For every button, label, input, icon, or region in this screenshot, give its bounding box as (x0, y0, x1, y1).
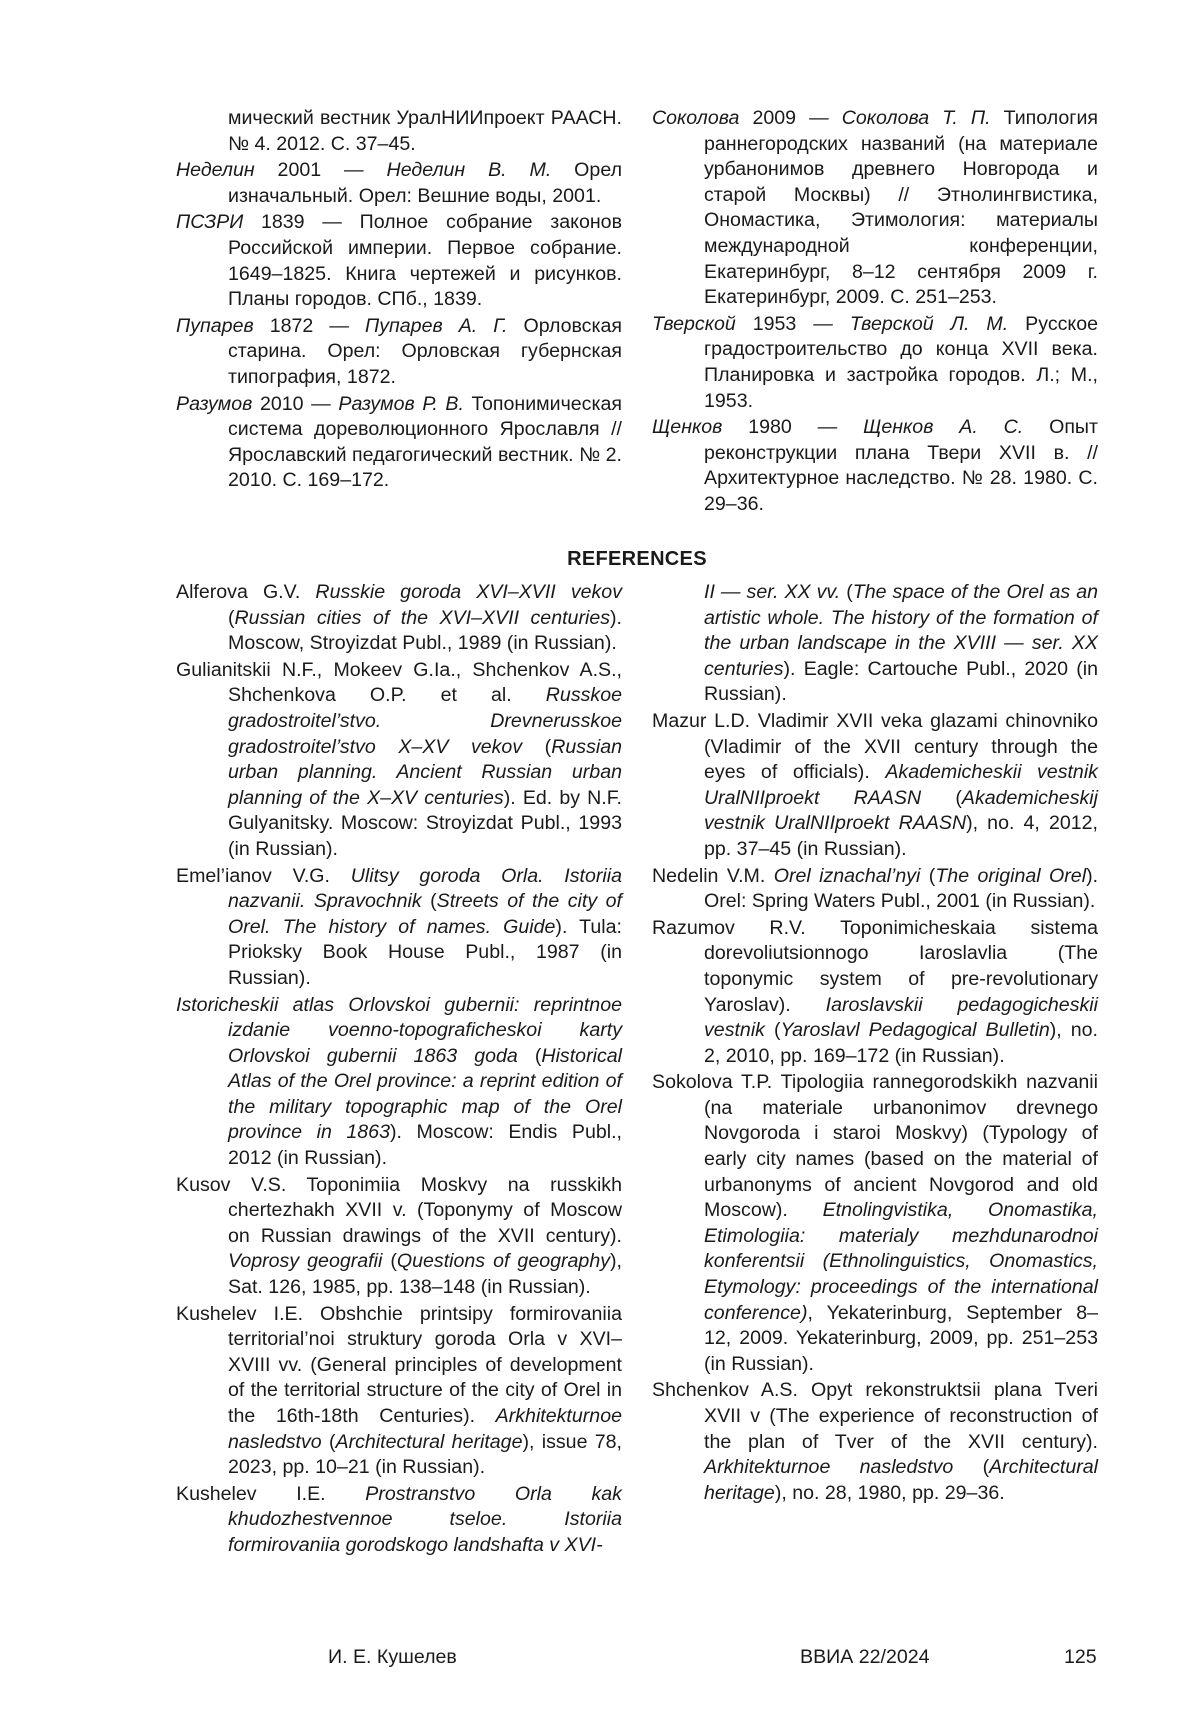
entry-title-italic: Arkhitekturnoe nasledstvo (228, 1405, 622, 1453)
entry-text: ( (764, 1019, 781, 1042)
entry-title-italic: Соколова (652, 107, 740, 129)
entry-text: ( (382, 1250, 397, 1273)
bibliography-entry (176, 106, 622, 157)
entry-title-italic: ПСЗРИ (176, 211, 244, 234)
entry-text: ), no. 28, 1980, pp. 29–36. (774, 1481, 1005, 1504)
entry-text: Kushelev I.E. Obshchie printsipy formirovaniia territorial’noi struktury goroda Orla v XVI–XVIII vv. (General principles of development of the territorial structure of the city of Orel in the 16th-18th Centuries). (176, 1302, 622, 1427)
entry-text: Опыт реконструкции плана Твери XVII в. // Архитектурное наследство. № 28. 1980. С. 29–36. (704, 416, 1098, 515)
entry-title-italic: Voprosy geografii (228, 1250, 383, 1273)
entry-text: Emel’ianov V.G. (176, 864, 351, 887)
references-heading: REFERENCES (567, 548, 707, 570)
entry-title-italic: Russkie goroda XVI–XVII vekov (315, 581, 623, 603)
entry-title-italic: Streets of the city of Orel. The history of names. Guide (228, 890, 622, 938)
entry-title-italic: Iaroslavskii pedagogicheskii vestnik (704, 993, 1098, 1042)
bibliography-entry (652, 312, 1098, 414)
footer-journal: ВВИА 22/2024 (800, 1646, 930, 1668)
bibliography-entry (176, 210, 622, 312)
entry-title-italic: Russian cities of the XVI–XVII centuries (234, 606, 611, 629)
entry-text: ). Tula: Prioksky Book House Publ., 1987 (in Russian). (228, 915, 622, 989)
bibliography-entry (652, 415, 1098, 517)
entry-text: ( (522, 735, 552, 758)
entry-text: Gulianitskii N.F., Mokeev G.Ia., Shchenkov A.S., Shchenkova O.P. et al. (176, 658, 622, 707)
entry-title-italic: Questions of geography (396, 1250, 611, 1273)
entry-text: 2001 — (254, 159, 387, 182)
bibliography-entry (652, 864, 1098, 915)
entry-title-italic: Yaroslavl Pedagogical Bulletin (780, 1019, 1050, 1042)
entry-text: Kusov V.S. Toponimiia Moskvy na russkikh chertezhakh XVII v. (Toponymy of Moscow on Russian drawings of the XVII century). (176, 1173, 622, 1247)
entry-text: ( (953, 1456, 990, 1479)
entry-text: ( (921, 786, 962, 809)
entry-title-italic: Istoricheskii atlas Orlovskoi gubernii: reprintnoe izdanie voenno-topograficheskoi karty Orlovskoi gubernii 1863 goda (176, 993, 622, 1067)
entry-title-italic: Ulitsy goroda Orla. Istoriia nazvanii. Spravochnik (228, 864, 623, 913)
entry-title-italic: The original Orel (935, 864, 1087, 887)
entry-text: Nedelin V.M. (652, 864, 774, 887)
bibliography-column-right (652, 106, 1098, 519)
page-number: 125 (1064, 1646, 1097, 1668)
entry-text: ). Moscow, Stroyizdat Publ., 1989 (in Russian). (228, 606, 622, 655)
entry-title-italic: Russian urban planning. Ancient Russian urban planning of the X–XV centuries (228, 735, 623, 809)
entry-text: Sokolova T.P. Tipologiia rannegorodskikh nazvanii (na materiale urbanonimov drevnego Novgoroda i staroi Moskvy) (Typology of early city names (based on the material of urbanonyms of ancient Novgorod and old Moscow). (652, 1071, 1098, 1222)
entry-text: , Yekaterinburg, September 8–12, 2009. Yekaterinburg, 2009, pp. 251–253 (in Russian). (704, 1301, 1098, 1375)
bibliography-entry (176, 392, 622, 494)
entry-text: Razumov R.V. Toponimicheskaia sistema dorevoliutsionnogo Iaroslavlia (The toponymic system of pre-revolutionary Yaroslav). (652, 916, 1098, 1016)
entry-text: Типология раннегородских названий (на материале урбанонимов древнего Новгорода и старой Москвы) // Этнолингвистика, Ономастика, Этимология: материалы международной конференции, Екатеринбург, 8–12 сентября 2009 г. Екатеринбург, 2009. С. 251–253. (704, 107, 1099, 309)
bibliography-entry (176, 1302, 622, 1481)
entry-text: 1839 — Полное собрание законов Российской империи. Первое собрание. 1649–1825. Книга чертежей и рисунков. Планы городов. СПб., 1839. (228, 211, 622, 311)
entry-text: Kushelev I.E. (176, 1482, 366, 1505)
entry-title-italic: Неделин (176, 159, 255, 182)
entry-text: ( (321, 1430, 336, 1453)
bibliography-entry (176, 580, 622, 657)
entry-text: ). Orel: Spring Waters Publ., 2001 (in Russian). (704, 864, 1099, 913)
entry-text: ), Sat. 126, 1985, pp. 138–148 (in Russian). (228, 1250, 622, 1299)
entry-text: 1872 — (253, 314, 365, 337)
references-column-left (176, 580, 622, 1560)
entry-title-italic: Пупарев (176, 314, 254, 337)
entry-text: 2010 — (252, 392, 339, 415)
footer-author: И. Е. Кушелев (328, 1646, 457, 1668)
entry-title-italic: Тверской Л. М. (849, 312, 1009, 335)
entry-title-italic: Akademicheskii vestnik UralNIIproekt RAASN (704, 761, 1098, 809)
entry-text: 2009 — (739, 107, 842, 129)
entry-title-italic: Неделин В. М. (386, 159, 552, 182)
entry-title-italic: Разумов (176, 392, 253, 415)
entry-text: Орловская старина. Орел: Орловская губернская типография, 1872. (228, 314, 622, 388)
bibliography-entry (176, 864, 622, 992)
entry-title-italic: Prostranstvo Orla kak khudozhestvennoe tseloe. Istoriia formirovaniia gorodskogo landshafta v XVI- (228, 1482, 622, 1556)
entry-title-italic: Akademicheskij vestnik UralNIIproekt RAASN (704, 786, 1098, 835)
entry-text: ( (517, 1044, 542, 1067)
entry-text: ( (840, 581, 853, 603)
bibliography-entry (652, 1378, 1098, 1506)
entry-title-italic: The space of the Orel as an artistic whole. The history of the formation of the urban landscape in the XVIII — ser. XX centuries (704, 581, 1099, 680)
entry-title-italic: Orel iznachal’nyi (773, 864, 921, 887)
entry-text: Mazur L.D. Vladimir XVII veka glazami chinovniko (Vladimir of the XVII century through the eyes of officials). (652, 709, 1098, 784)
entry-title-italic: II — ser. XX vv. (704, 581, 841, 603)
entry-title-italic: Historical Atlas of the Orel province: a reprint edition of the military topographic map of the Orel province in 1863 (228, 1044, 622, 1144)
entry-text: ( (920, 864, 936, 887)
bibliography-entry (176, 158, 622, 209)
references-column-right (652, 580, 1098, 1507)
entry-title-italic: Architectural heritage (704, 1456, 1099, 1504)
entry-text: ), no. 2, 2010, pp. 169–172 (in Russian). (704, 1019, 1098, 1067)
entry-title-italic: Architectural heritage (335, 1430, 523, 1453)
bibliography-entry (652, 916, 1098, 1070)
entry-text: Shchenkov A.S. Opyt rekonstruktsii plana Tveri XVII v (The experience of reconstruction of the plan of Tver of the XVII century). (652, 1379, 1098, 1453)
bibliography-entry (176, 1173, 622, 1301)
entry-text: Топонимическая система дореволюционного Ярославля // Ярославский педагогический вестник. № 2. 2010. С. 169–172. (228, 392, 622, 492)
bibliography-entry (652, 709, 1098, 863)
bibliography-entry (176, 993, 622, 1172)
bibliography-entry (652, 1070, 1098, 1377)
entry-text: ), issue 78, 2023, pp. 10–21 (in Russian). (228, 1430, 622, 1479)
entry-title-italic: Russkoe gradostroitel’stvo. Drevnerusskoe gradostroitel’stvo X–XV vekov (228, 684, 622, 758)
entry-title-italic: Соколова Т. П. (841, 107, 991, 129)
entry-title-italic: Щенков (652, 416, 723, 439)
entry-text: ( (228, 606, 235, 629)
entry-title-italic: Разумов Р. В. (338, 392, 464, 415)
bibliography-column-left (176, 106, 622, 495)
bibliography-entry (176, 1482, 622, 1559)
entry-text: ), no. 4, 2012, pp. 37–45 (in Russian). (704, 812, 1098, 860)
entry-title-italic: Тверской (652, 312, 736, 335)
entry-text: Русское градостроительство до конца XVII века. Планировка и застройка городов. Л.; М., 1953. (704, 312, 1098, 412)
entry-text: мический вестник УралНИИпроект РААСН. № 4. 2012. С. 37–45. (228, 107, 622, 155)
entry-text: 1980 — (722, 416, 864, 439)
entry-text: 1953 — (735, 312, 850, 335)
bibliography-entry (652, 106, 1098, 311)
entry-text: Alferova G.V. (176, 581, 316, 603)
entry-text: ). Moscow: Endis Publ., 2012 (in Russian). (228, 1121, 622, 1170)
bibliography-entry (652, 580, 1098, 708)
entry-text: ( (421, 890, 437, 913)
entry-text: Орел изначальный. Орел: Вешние воды, 2001. (228, 159, 623, 207)
entry-title-italic: Щенков А. С. (863, 416, 1024, 439)
entry-title-italic: Пупарев А. Г. (365, 314, 508, 337)
entry-title-italic: Etnolingvistika, Onomastika, Etimologiia: materialy mezhdunarodnoi konferentsii (Ethnolinguistics, Onomastics, Etymology: proceedings of the international conference) (704, 1199, 1098, 1324)
entry-text: ). Ed. by N.F. Gulyanitsky. Moscow: Stroyizdat Publ., 1993 (in Russian). (228, 786, 622, 860)
entry-text: ). Eagle: Cartouche Publ., 2020 (in Russian). (704, 657, 1098, 706)
bibliography-entry (176, 314, 622, 391)
bibliography-entry (176, 658, 622, 863)
entry-title-italic: Arkhitekturnoe nasledstvo (704, 1456, 954, 1479)
